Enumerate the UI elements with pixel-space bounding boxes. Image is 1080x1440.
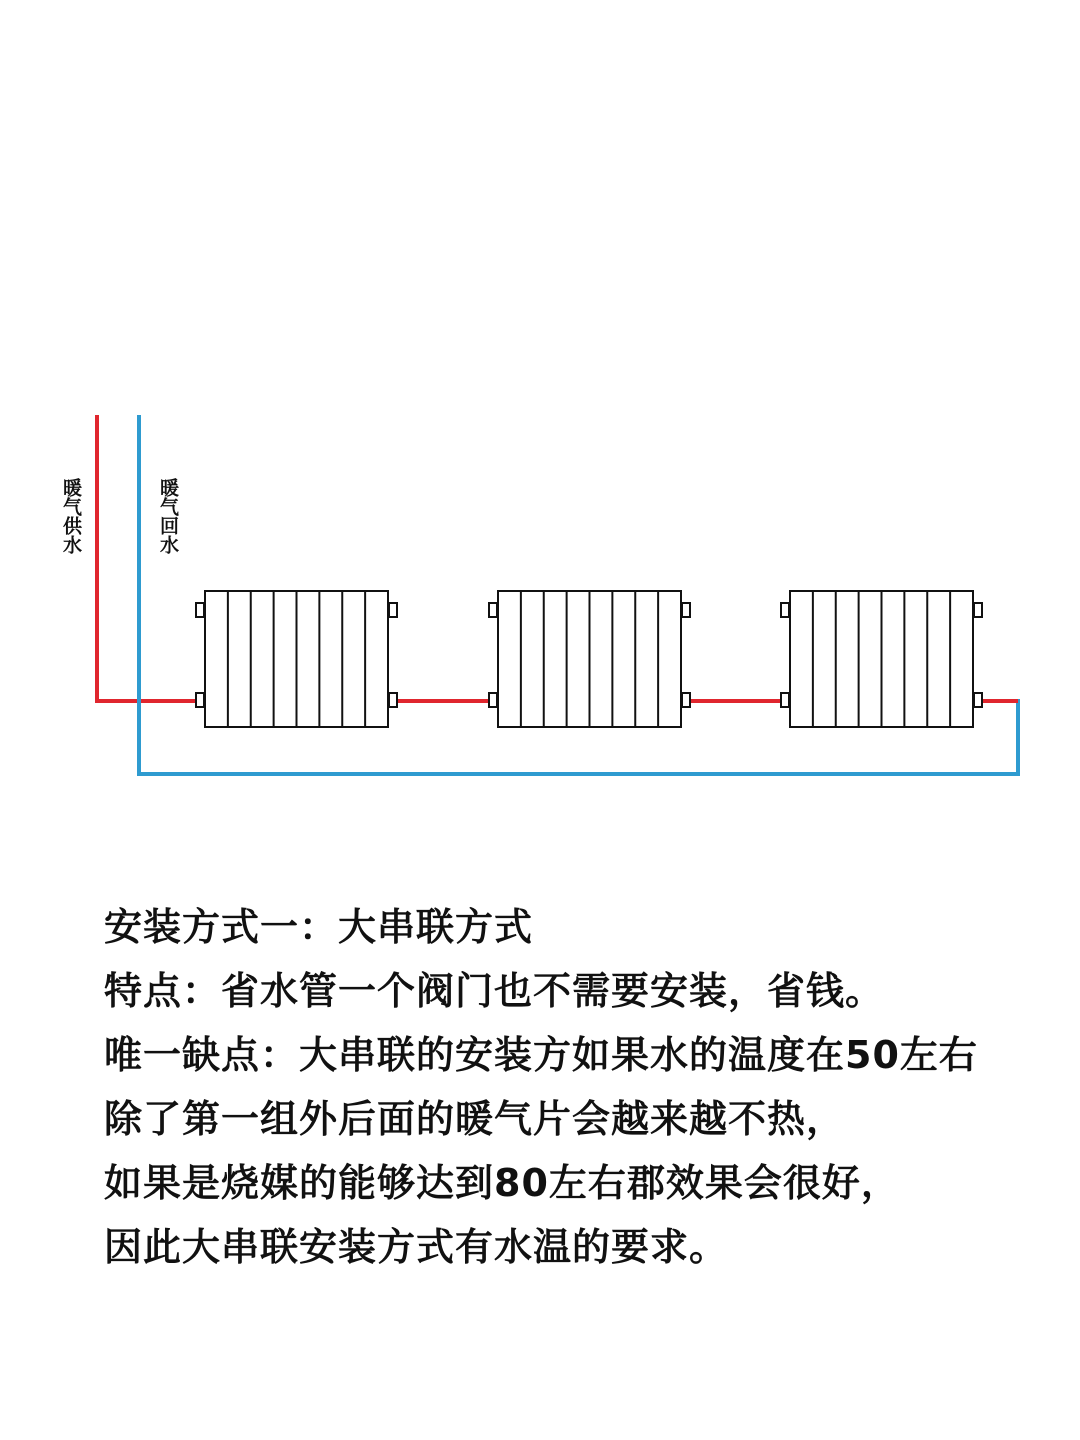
radiator-2 [489, 591, 690, 727]
radiator-plug [196, 693, 204, 707]
radiator-plug [974, 603, 982, 617]
radiator-plug [196, 603, 204, 617]
radiator-plug [389, 603, 397, 617]
radiator-plug [682, 603, 690, 617]
conclusion-line: 因此大串联安装方式有水温的要求。 [104, 1225, 729, 1269]
radiator-plug [389, 693, 397, 707]
radiator-plug [682, 693, 690, 707]
return-water-label: 暖气回水 [157, 478, 179, 554]
radiator-plug [489, 693, 497, 707]
radiator-plug [781, 603, 789, 617]
feature-line: 特点：省水管一个阀门也不需要安装，省钱。 [104, 969, 885, 1013]
radiator-3 [781, 591, 982, 727]
description-text [104, 895, 1064, 1279]
drawback-line: 唯一缺点：大串联的安装方如果水的温度在50左右 [104, 1033, 978, 1077]
supply-water-label: 暖气供水 [60, 478, 82, 554]
coal-heating-line: 如果是烧媒的能够达到80左右郡效果会很好， [104, 1161, 900, 1205]
radiator-plug [974, 693, 982, 707]
heading-line: 安装方式一：大串联方式 [104, 905, 534, 949]
drawback-detail-line: 除了第一组外后面的暖气片会越来越不热， [104, 1097, 846, 1141]
radiator-plug [781, 693, 789, 707]
radiator-plug [489, 603, 497, 617]
supply-pipe [97, 415, 196, 701]
radiators [196, 591, 982, 727]
radiator-1 [196, 591, 397, 727]
